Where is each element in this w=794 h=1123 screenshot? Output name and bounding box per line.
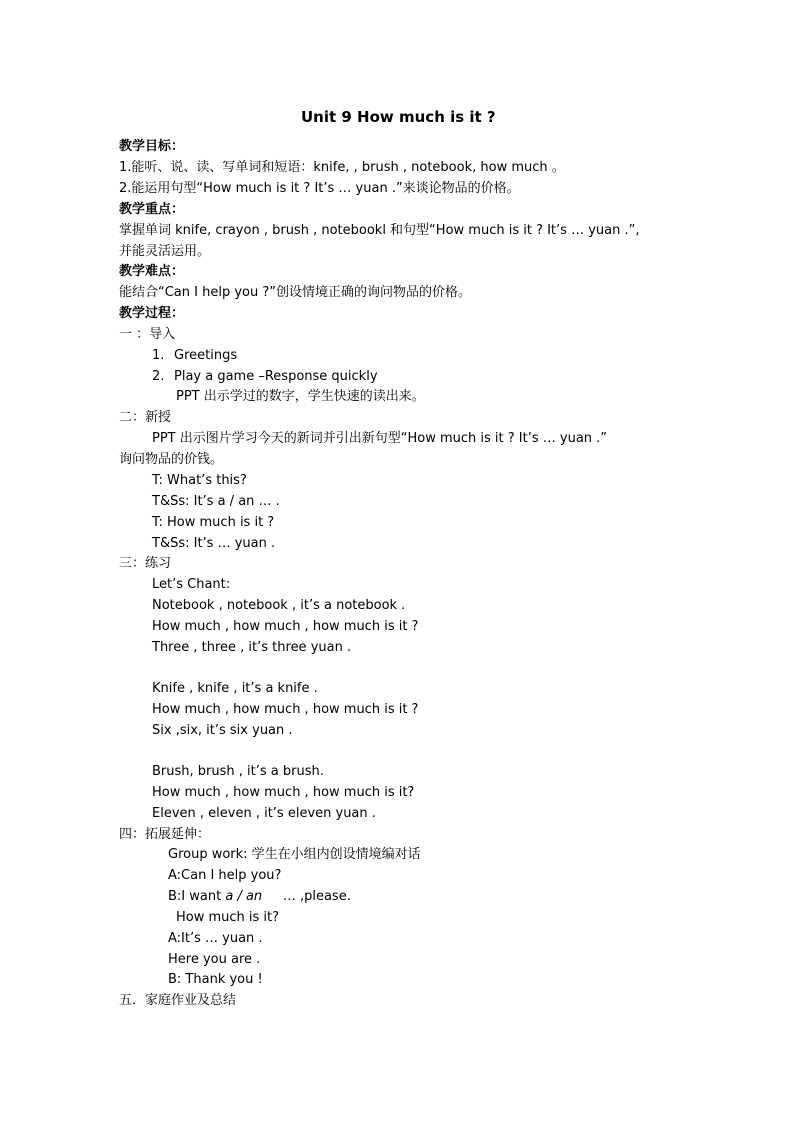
goal-1: 1.能听、说、读、写单词和短语：knife, , brush , notebook, how much 。 [119,160,565,175]
chant-line: Brush, brush , it’s a brush. [152,764,324,779]
dialog-line: Here you are . [168,952,261,967]
dialog-line [168,888,351,906]
chant-line: How much , how much , how much is it ? [152,702,419,717]
section-2-paragraph-2: 询问物品的价钱。 [119,452,224,467]
difficulty-heading: 教学难点： [119,264,185,279]
section-1-note: PPT 出示学过的数字，学生快速的读出来。 [176,389,425,404]
chant-line: Three , three , it’s three yuan . [152,640,352,655]
goal-2: 2.能运用句型“How much is it ? It’s … yuan .”来谈论物品的价格。 [119,181,520,196]
dialog-line: B: Thank you ! [168,972,263,987]
chant-line: How much , how much , how much is it ? [152,619,419,634]
chant-line: Eleven , eleven , it’s eleven yuan . [152,806,376,821]
difficulty-line-1: 能结合“Can I help you ?”创设情境正确的询问物品的价格。 [119,285,472,300]
chant-line: Notebook , notebook , it’s a notebook . [152,598,406,613]
item-text: Greetings [174,348,238,363]
dialog-line: T: What’s this? [152,473,247,488]
chant-line: How much , how much , how much is it? [152,785,415,800]
dialog-text: B:I want [168,889,226,904]
group-work-line: Group work: 学生在小组内创设情境编对话 [168,847,421,862]
dialog-text-italic: a / an [225,889,263,904]
section-5-heading: 五．家庭作业及总结 [119,993,237,1008]
item-number: 2. [152,369,165,384]
dialog-line: T&Ss: It’s a / an … . [152,494,280,509]
chant-line: Six ,six, it’s six yuan . [152,723,293,738]
section-1-item-2 [152,368,378,386]
section-1-item-1 [152,347,237,365]
dialog-line: A:It’s … yuan . [168,931,263,946]
key-points-line-2: 并能灵活运用。 [119,244,211,259]
chant-line: Knife , knife , it’s a knife . [152,681,318,696]
dialog-line: A:Can I help you? [168,868,282,883]
process-heading: 教学过程： [119,306,185,321]
section-4-heading: 四：拓展延伸： [119,827,211,842]
goals-heading: 教学目标： [119,139,185,154]
chant-heading: Let’s Chant: [152,577,231,592]
section-1-heading: 一 ：导入 [119,327,176,342]
dialog-line: T&Ss: It’s … yuan . [152,536,276,551]
section-2-heading: 二：新授 [119,410,172,425]
dialog-line: How much is it? [176,910,280,925]
section-3-heading: 三：练习 [119,556,172,571]
item-number: 1. [152,348,165,363]
dialog-line: T: How much is it ? [152,515,275,530]
item-text: Play a game –Response quickly [174,369,378,384]
page-title: Unit 9 How much is it ? [301,108,496,126]
key-points-heading: 教学重点： [119,202,185,217]
key-points-line-1: 掌握单词 knife, crayon , brush , notebookl 和句型“How much is it ? It’s … yuan .”, [119,223,640,238]
dialog-text: … ,please. [262,889,351,904]
section-2-paragraph-1: PPT 出示图片学习今天的新词并引出新句型“How much is it ? It’s … yuan .” [152,431,608,446]
